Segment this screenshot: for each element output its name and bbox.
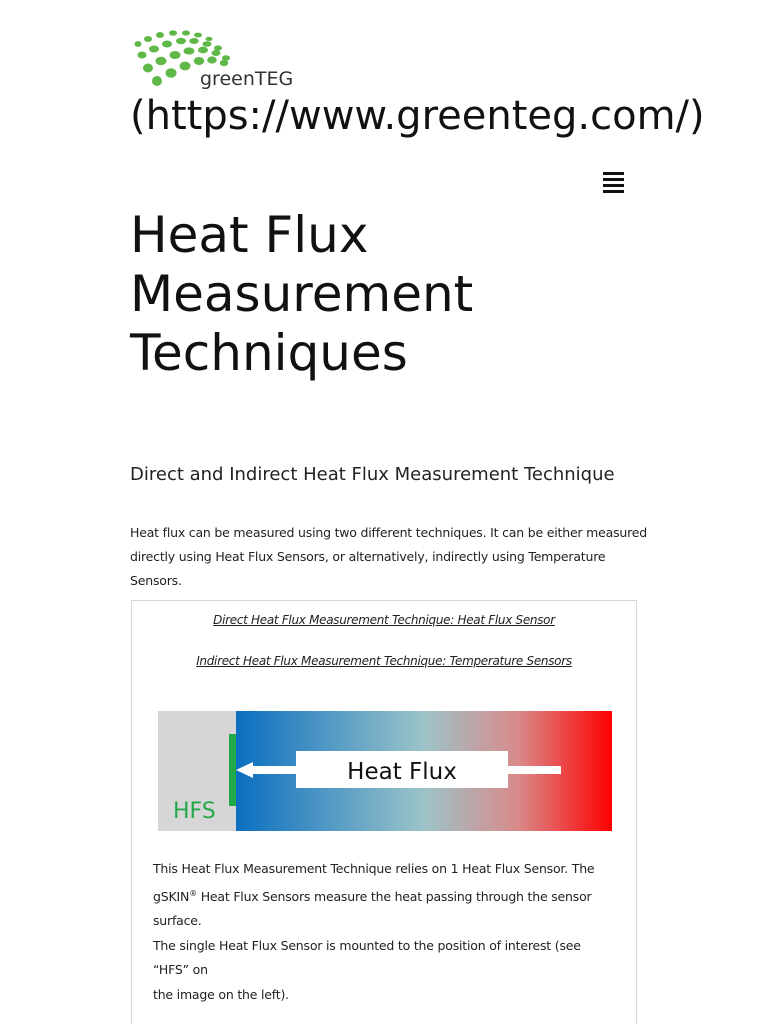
logo-url-text[interactable]: (https://www.greenteg.com/) — [130, 93, 705, 139]
card-text-line-3: The single Heat Flux Sensor is mounted to the position of interest (see “HFS” on — [153, 937, 581, 978]
page-title-line-1: Heat Flux — [130, 206, 369, 264]
page-title-line-3: Techniques — [130, 324, 408, 382]
card-text-line-2b: Heat Flux Sensors measure the heat passing through the sensor surface. — [153, 888, 592, 929]
indirect-technique-link[interactable]: Indirect Heat Flux Measurement Technique: Temperature Sensors — [196, 654, 572, 668]
hfs-sensor-strip — [229, 734, 236, 806]
section-title: Direct and Indirect Heat Flux Measurement Technique — [130, 464, 615, 485]
card-description — [153, 857, 619, 1007]
intro-line-2: directly using Heat Flux Sensors, or alternatively, indirectly using Temperature Sensors. — [130, 549, 606, 588]
direct-technique-link[interactable]: Direct Heat Flux Measurement Technique: Heat Flux Sensor — [213, 613, 555, 627]
menu-bar — [603, 190, 624, 193]
logo-link[interactable] — [130, 28, 294, 92]
registered-mark: ® — [189, 888, 197, 898]
logo-text: greenTEG — [200, 68, 294, 90]
hamburger-menu-icon[interactable] — [603, 172, 624, 196]
page-title — [130, 206, 650, 383]
heat-flux-diagram-graphic — [158, 711, 612, 831]
hfs-label: HFS — [173, 799, 216, 824]
intro-line-1: Heat flux can be measured using two different techniques. It can be either measured — [130, 525, 647, 540]
technique-card — [131, 600, 637, 1024]
card-text-line-1: This Heat Flux Measurement Technique relies on 1 Heat Flux Sensor. The — [153, 861, 595, 876]
arrow-label: Heat Flux — [347, 759, 457, 785]
intro-paragraph — [130, 521, 650, 593]
heat-flux-diagram — [158, 711, 612, 831]
menu-bar — [603, 178, 624, 181]
greenteg-logo — [130, 28, 294, 92]
page-title-line-2: Measurement — [130, 265, 474, 323]
menu-bar — [603, 184, 624, 187]
menu-bar — [603, 172, 624, 175]
card-text-line-2a: gSKIN — [153, 888, 190, 904]
card-text-line-4: the image on the left). — [153, 986, 289, 1002]
